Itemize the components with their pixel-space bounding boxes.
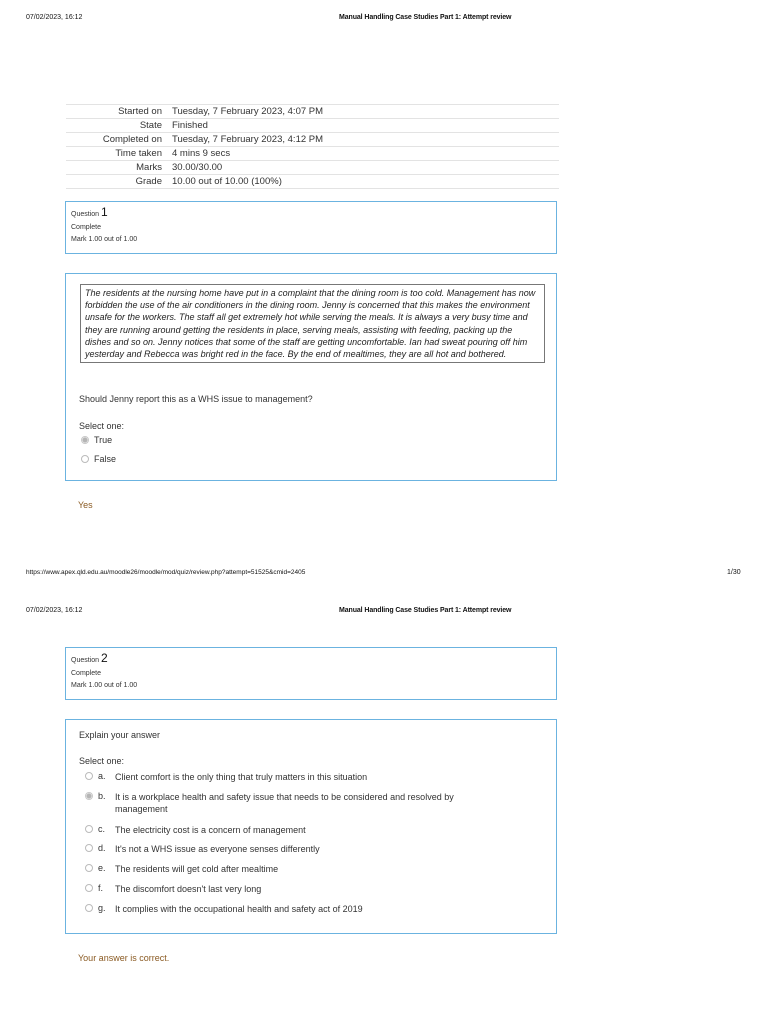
summary-value: Tuesday, 7 February 2023, 4:07 PM [172,106,324,117]
question-status: Complete [71,224,101,231]
question-2-content [65,719,557,934]
question-label: Question [71,211,100,218]
option-letter: c. [98,824,106,834]
print-date: 07/02/2023, 16:12 [26,14,83,21]
radio-selected-icon[interactable] [81,436,89,444]
option-f[interactable] [85,883,495,895]
print-title: Manual Handling Case Studies Part 1: Attempt review [339,607,512,614]
select-one-label: Select one: [79,421,125,431]
print-date: 07/02/2023, 16:12 [26,607,83,614]
summary-label: Grade [135,176,162,187]
summary-row-state [66,119,559,133]
print-footer-url: https://www.apex.qld.edu.au/moodle26/moodle/mod/quiz/review.php?attempt=51525&cmid=2405 [26,569,306,576]
summary-row-completed [66,133,559,147]
option-false[interactable] [81,454,116,464]
summary-row-marks [66,161,559,175]
summary-value: 30.00/30.00 [172,162,223,173]
radio-unselected-icon[interactable] [85,904,93,912]
select-one-label: Select one: [79,756,125,766]
radio-selected-icon[interactable] [85,792,93,800]
question-1-feedback: Yes [78,500,93,510]
summary-row-started [66,105,559,119]
radio-unselected-icon[interactable] [85,825,93,833]
option-label: False [94,454,117,464]
option-letter: a. [98,771,106,781]
radio-unselected-icon[interactable] [85,884,93,892]
option-true[interactable] [81,435,112,445]
option-a[interactable] [85,771,495,783]
summary-value: Finished [172,120,208,131]
summary-row-grade [66,175,559,189]
radio-unselected-icon[interactable] [85,864,93,872]
option-label: Client comfort is the only thing that truly matters in this situation [115,772,368,782]
summary-label: Completed on [102,134,162,145]
question-label: Question [71,657,100,664]
print-title: Manual Handling Case Studies Part 1: Attempt review [339,14,512,21]
option-label: It complies with the occupational health and safety act of 2019 [115,904,363,914]
question-2-feedback: Your answer is correct. [78,953,170,963]
print-footer-page: 1/30 [727,569,741,576]
option-letter: b. [98,791,106,801]
summary-label: Started on [118,106,162,117]
option-label: The residents will get cold after mealtime [115,864,279,874]
summary-value: 4 mins 9 secs [172,148,231,159]
question-2-info [65,647,557,700]
radio-unselected-icon[interactable] [85,772,93,780]
option-letter: g. [98,903,106,913]
question-number: 1 [100,205,108,219]
summary-value: Tuesday, 7 February 2023, 4:12 PM [172,134,324,145]
option-e[interactable] [85,863,495,875]
option-label: The electricity cost is a concern of management [115,825,306,835]
summary-value: 10.00 out of 10.00 (100%) [172,176,282,187]
option-label: It's not a WHS issue as everyone senses differently [115,844,320,854]
option-label: It is a workplace health and safety issue that needs to be considered and resolved by management [115,792,454,814]
scenario-text: The residents at the nursing home have put in a complaint that the dining room is too cold. Management has now forbidden the use of the air conditioners in the dining room. Jenny is concerned that this makes the environment unsafe for the workers. The staff all get extremely hot while serving the meals. It is always a very busy time and they are running around getting the residents in place, serving meals, assisting with feeding, packing up the dishes and so on. Jenny notices that some of the staff are getting uncomfortable. Ian had sweat pouring off him yesterday and Rebecca was bright red in the face. By the end of mealtimes, they are all hot and bothered. [80,284,545,363]
radio-unselected-icon[interactable] [81,455,89,463]
question-1-info [65,201,557,254]
option-b[interactable] [85,791,495,815]
option-d[interactable] [85,843,495,855]
question-mark: Mark 1.00 out of 1.00 [71,682,138,689]
option-letter: f. [98,883,104,893]
question-1-content [65,273,557,481]
summary-label: State [139,120,162,131]
question-mark: Mark 1.00 out of 1.00 [71,236,138,243]
radio-unselected-icon[interactable] [85,844,93,852]
question-prompt: Should Jenny report this as a WHS issue to management? [79,394,313,404]
question-number: 2 [100,651,108,665]
option-label: The discomfort doesn't last very long [115,884,262,894]
option-g[interactable] [85,903,495,915]
option-letter: d. [98,843,106,853]
summary-label: Time taken [115,148,162,159]
option-letter: e. [98,863,106,873]
option-label: True [94,435,113,445]
option-c[interactable] [85,824,495,836]
question-prompt: Explain your answer [79,730,161,740]
summary-row-time-taken [66,147,559,161]
question-status: Complete [71,670,101,677]
attempt-summary-table [66,104,559,189]
summary-label: Marks [136,162,162,173]
